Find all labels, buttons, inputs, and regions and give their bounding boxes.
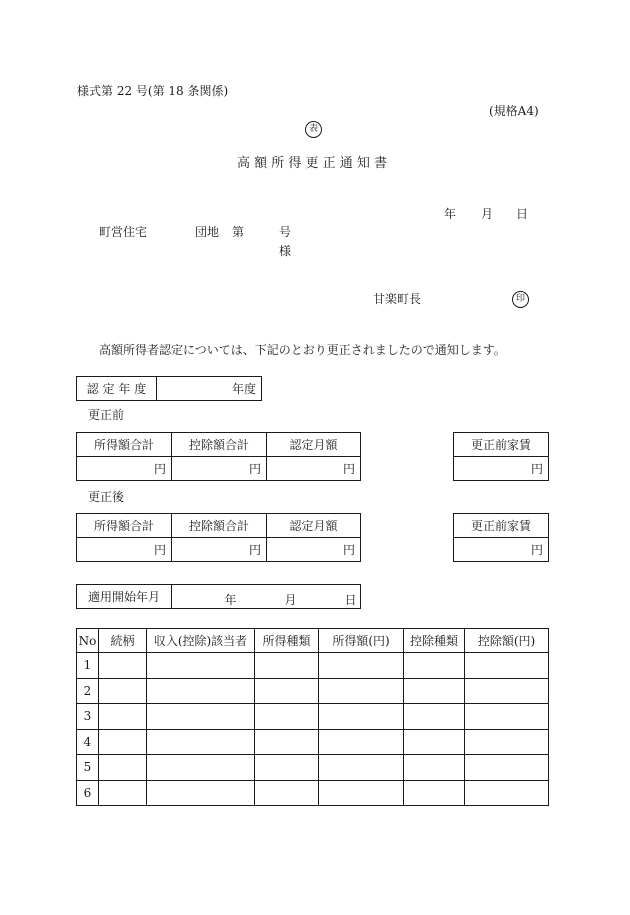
after-monthly-amount-header: 認定月額 <box>267 514 361 538</box>
front-side-mark: 表 <box>305 121 322 138</box>
application-start-label: 適用開始年月 <box>77 585 172 609</box>
after-rent-table <box>453 513 549 562</box>
table-cell <box>147 653 255 679</box>
document-title: 高 額 所 得 更 正 通 知 書 <box>237 156 388 171</box>
table-row <box>77 780 549 806</box>
after-amount-table <box>76 513 361 562</box>
after-monthly-amount-cell: 円 <box>267 538 361 562</box>
estate-label: 団地 <box>195 225 220 239</box>
table-cell <box>99 755 147 781</box>
row-number: 5 <box>77 755 99 781</box>
row-number: 4 <box>77 729 99 755</box>
after-income-total-cell: 円 <box>77 538 172 562</box>
table-cell <box>319 653 404 679</box>
col-header-deduction-amount: 控除額(円) <box>465 629 549 653</box>
certification-year-label: 認 定 年 度 <box>77 377 157 401</box>
before-deduction-total-header: 控除額合計 <box>172 433 267 457</box>
col-header-income-amount: 所得額(円) <box>319 629 404 653</box>
table-cell <box>147 678 255 704</box>
table-cell <box>255 678 319 704</box>
table-cell <box>465 704 549 730</box>
table-cell <box>465 653 549 679</box>
household-detail-table <box>76 628 549 806</box>
col-header-income-type: 所得種類 <box>255 629 319 653</box>
certification-year-box <box>76 376 262 401</box>
table-cell <box>147 729 255 755</box>
table-row <box>77 678 549 704</box>
table-cell <box>147 780 255 806</box>
before-rent-cell: 円 <box>454 457 549 481</box>
table-cell <box>319 755 404 781</box>
before-rent-header: 更正前家賃 <box>454 433 549 457</box>
table-cell <box>465 729 549 755</box>
table-row <box>77 653 549 679</box>
table-cell <box>147 755 255 781</box>
table-cell <box>319 704 404 730</box>
col-header-relationship: 続柄 <box>99 629 147 653</box>
before-income-total-cell: 円 <box>77 457 172 481</box>
after-rent-cell: 円 <box>454 538 549 562</box>
table-cell <box>465 780 549 806</box>
table-cell <box>404 755 465 781</box>
table-cell <box>404 653 465 679</box>
form-number: 様式第 22 号(第 18 条関係) <box>77 84 229 98</box>
row-number: 6 <box>77 780 99 806</box>
row-number: 2 <box>77 678 99 704</box>
after-income-total-header: 所得額合計 <box>77 514 172 538</box>
date-day-label: 日 <box>516 207 529 221</box>
before-heading: 更正前 <box>88 408 125 422</box>
table-cell <box>99 780 147 806</box>
housing-label: 町営住宅 <box>99 225 148 239</box>
start-day-label: 日 <box>344 592 357 607</box>
col-header-person: 収入(控除)該当者 <box>147 629 255 653</box>
after-deduction-total-cell: 円 <box>172 538 267 562</box>
honorific-label: 様 <box>279 244 292 258</box>
table-cell <box>255 704 319 730</box>
table-cell <box>404 704 465 730</box>
seal-mark: 印 <box>512 291 529 308</box>
after-heading: 更正後 <box>88 490 125 504</box>
table-cell <box>255 780 319 806</box>
table-cell <box>99 704 147 730</box>
table-cell <box>255 653 319 679</box>
start-year-label: 年 <box>224 592 237 607</box>
before-monthly-amount-cell: 円 <box>267 457 361 481</box>
application-start-box <box>76 584 361 609</box>
table-cell <box>99 653 147 679</box>
table-cell <box>147 704 255 730</box>
table-cell <box>404 678 465 704</box>
issuer-name: 甘楽町長 <box>373 292 422 306</box>
table-row <box>77 704 549 730</box>
date-month-label: 月 <box>481 207 494 221</box>
before-deduction-total-cell: 円 <box>172 457 267 481</box>
row-number: 1 <box>77 653 99 679</box>
row-number: 3 <box>77 704 99 730</box>
before-rent-table <box>453 432 549 481</box>
table-cell <box>319 729 404 755</box>
certification-year-unit: 年度 <box>157 377 262 401</box>
notice-body-text: 高額所得者認定については、下記のとおり更正されましたので通知します。 <box>99 343 506 357</box>
application-start-date-cell <box>172 585 361 609</box>
number-dai-label: 第 <box>232 225 245 239</box>
table-cell <box>465 678 549 704</box>
table-cell <box>404 729 465 755</box>
before-amount-table <box>76 432 361 481</box>
start-month-label: 月 <box>284 592 297 607</box>
table-cell <box>255 755 319 781</box>
table-cell <box>404 780 465 806</box>
before-income-total-header: 所得額合計 <box>77 433 172 457</box>
after-deduction-total-header: 控除額合計 <box>172 514 267 538</box>
table-cell <box>319 780 404 806</box>
table-cell <box>99 678 147 704</box>
table-row <box>77 729 549 755</box>
date-year-label: 年 <box>444 207 457 221</box>
after-rent-header: 更正前家賃 <box>454 514 549 538</box>
before-monthly-amount-header: 認定月額 <box>267 433 361 457</box>
col-header-no: No <box>77 629 99 653</box>
table-cell <box>255 729 319 755</box>
table-row <box>77 755 549 781</box>
table-cell <box>319 678 404 704</box>
size-note: (規格A4) <box>489 104 539 118</box>
table-cell <box>465 755 549 781</box>
table-cell <box>99 729 147 755</box>
number-go-label: 号 <box>279 225 292 239</box>
col-header-deduction-type: 控除種類 <box>404 629 465 653</box>
